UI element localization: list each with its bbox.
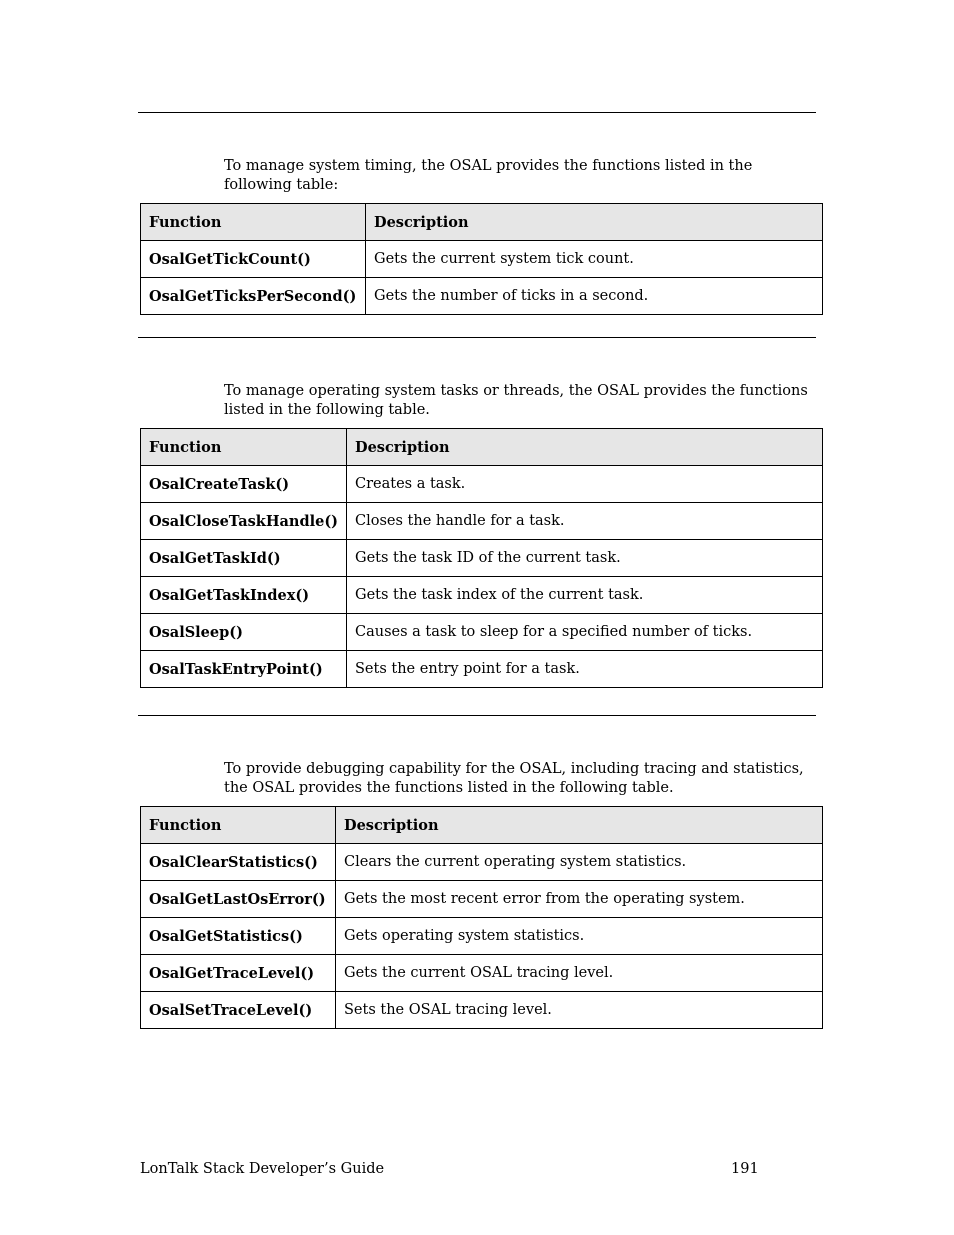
function-description: Causes a task to sleep for a specified number of ticks. [347,614,823,651]
debugging-intro-text: To provide debugging capability for the OSAL, including tracing and statistics, the OSAL provides the functions listed in the following table. [224,761,804,796]
table-row [141,614,823,651]
function-name: OsalGetTaskId() [141,540,347,577]
function-description: Gets operating system statistics. [336,918,823,955]
table-row [141,844,823,881]
function-description: Gets the task index of the current task. [347,577,823,614]
debugging-functions-table [140,806,823,1029]
function-description: Gets the task ID of the current task. [347,540,823,577]
column-header-description: Description [366,204,823,241]
table-header-row [141,204,823,241]
table-row [141,503,823,540]
function-description: Gets the current OSAL tracing level. [336,955,823,992]
column-header-function: Function [141,429,347,466]
function-description: Creates a task. [347,466,823,503]
footer-page-number: 191 [731,1161,759,1177]
function-description: Gets the most recent error from the operating system. [336,881,823,918]
column-header-function: Function [141,807,336,844]
function-name: OsalCloseTaskHandle() [141,503,347,540]
table-row [141,540,823,577]
function-description: Gets the number of ticks in a second. [366,278,823,315]
function-description: Sets the OSAL tracing level. [336,992,823,1029]
function-name: OsalGetStatistics() [141,918,336,955]
function-name: OsalSetTraceLevel() [141,992,336,1029]
section-divider-timing [138,112,816,113]
timing-intro-text: To manage system timing, the OSAL provides the functions listed in the following table: [224,158,753,193]
table-row [141,881,823,918]
table-row [141,992,823,1029]
section-divider-debugging [138,715,816,716]
function-description: Gets the current system tick count. [366,241,823,278]
timing-functions-table [140,203,823,315]
table-row [141,577,823,614]
function-name: OsalSleep() [141,614,347,651]
table-row [141,955,823,992]
column-header-function: Function [141,204,366,241]
function-name: OsalGetTaskIndex() [141,577,347,614]
table-header-row [141,429,823,466]
section-divider-tasks [138,337,816,338]
table-row [141,241,823,278]
footer-document-title: LonTalk Stack Developer’s Guide [140,1161,385,1177]
table-row [141,918,823,955]
table-row [141,651,823,688]
column-header-description: Description [336,807,823,844]
tasks-intro-text: To manage operating system tasks or threads, the OSAL provides the functions listed in the following table. [224,383,808,418]
function-name: OsalTaskEntryPoint() [141,651,347,688]
column-header-description: Description [347,429,823,466]
function-description: Sets the entry point for a task. [347,651,823,688]
task-functions-table [140,428,823,688]
function-description: Closes the handle for a task. [347,503,823,540]
function-description: Clears the current operating system statistics. [336,844,823,881]
table-header-row [141,807,823,844]
function-name: OsalGetTraceLevel() [141,955,336,992]
table-row [141,278,823,315]
function-name: OsalGetTicksPerSecond() [141,278,366,315]
function-name: OsalGetTickCount() [141,241,366,278]
function-name: OsalClearStatistics() [141,844,336,881]
function-name: OsalCreateTask() [141,466,347,503]
table-row [141,466,823,503]
function-name: OsalGetLastOsError() [141,881,336,918]
